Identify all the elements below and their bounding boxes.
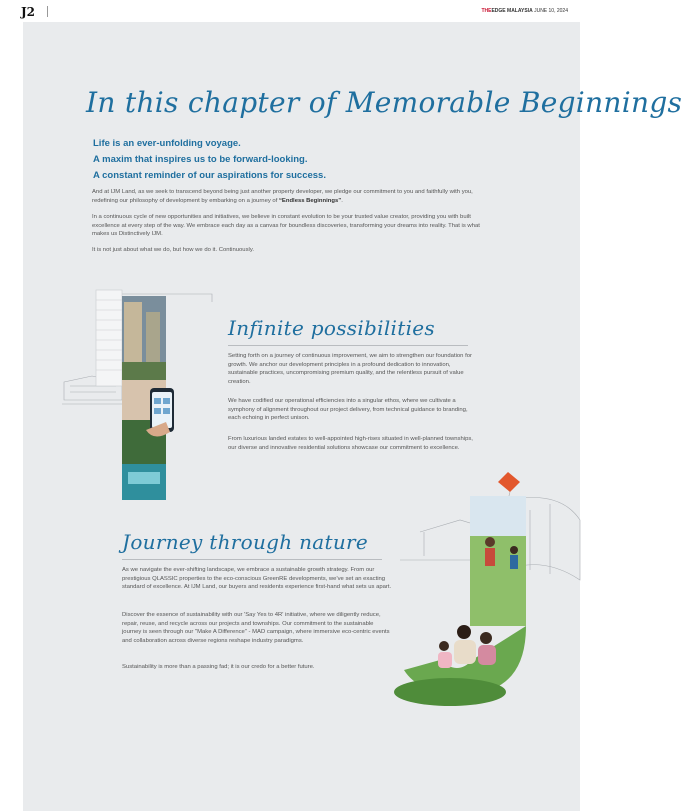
nature-paragraph-1: As we navigate the ever-shifting landscape, we embrace a sustainable growth strategy. From our prestigious QLASSIC properties to the eco-conscious GreenRE developments, we've set an exacting standard of excellence. At IJM Land, our buyers and residents experience first-hand what sets us apart. bbox=[122, 567, 392, 591]
publication-masthead bbox=[481, 8, 568, 14]
headline: In this chapter of Memorable Beginnings bbox=[86, 86, 682, 119]
possibilities-paragraph-3: From luxurious landed estates to well-appointed high-rises situated in well-planned townships, our diverse and innovative residential solutions showcase our commitment to excellence. bbox=[228, 436, 473, 451]
page-number: J2 bbox=[21, 5, 36, 19]
nature-paragraph-2: Discover the essence of sustainability with our 'Say Yes to 4R' initiative, where we diligently reduce, repair, reuse, and recycle across our projects and townships. Our commitment to the sustainable journey is seen through our "Make A Difference" - MAD campaign, where immersive eco-centric events and collaboration across diverse regions reshape industry paradigms. bbox=[122, 612, 390, 644]
white-tower-building bbox=[96, 290, 122, 386]
heading-underline bbox=[228, 345, 468, 346]
intro-paragraph-2: In a continuous cycle of new opportunities and initiatives, we believe in constant evolution to be your trusted value creator, providing you with built excellence at every step of the way. We embrace each day as a canvas for boundless discoveries, transforming your dreams into reality. That is what makes us Distinctively IJM. bbox=[92, 214, 480, 238]
endless-beginnings-emphasis: “Endless Beginnings” bbox=[278, 197, 342, 204]
heading-infinite-possibilities: Infinite possibilities bbox=[228, 316, 435, 340]
masthead-edge: EDGE bbox=[491, 8, 506, 14]
tagline-3: A constant reminder of our aspirations for success. bbox=[93, 170, 326, 181]
masthead-date: JUNE 10, 2024 bbox=[534, 8, 568, 14]
heading-journey-through-nature: Journey through nature bbox=[122, 530, 369, 554]
masthead-the: THE bbox=[481, 8, 492, 14]
intro-paragraph-1 bbox=[92, 188, 484, 205]
heading-underline bbox=[122, 559, 382, 560]
header-divider bbox=[47, 6, 48, 17]
infinity-i-artwork bbox=[62, 282, 232, 512]
possibilities-paragraph-2: We have codified our operational efficiencies into a singular ethos, where we cultivate a symphony of alignment throughout our project delivery, from technical guidance to branding, each echoing in perfect unison. bbox=[228, 398, 468, 422]
intro-paragraph-3: It is not just about what we do, but how we do it. Continuously. bbox=[92, 247, 254, 253]
masthead-region: MALAYSIA bbox=[507, 8, 533, 14]
journey-j-artwork bbox=[380, 470, 580, 730]
tagline-2: A maxim that inspires us to be forward-looking. bbox=[93, 154, 308, 165]
phone-in-hand bbox=[146, 388, 174, 437]
tagline-1: Life is an ever-unfolding voyage. bbox=[93, 138, 241, 149]
family-photo-column bbox=[394, 496, 526, 706]
possibilities-paragraph-1: Setting forth on a journey of continuous improvement, we aim to strengthen our foundation for growth. We anchor our development principles in a profound dedication to innovation, sustainable practices, uncompromising premium quality, and the relentless pursuit of value creation. bbox=[228, 353, 472, 385]
intro-paragraph-1-end: . bbox=[341, 197, 343, 204]
nature-paragraph-3: Sustainability is more than a passing fad; it is our credo for a better future. bbox=[122, 664, 315, 670]
page-header bbox=[0, 0, 580, 20]
intro-paragraph-1-text: And at IJM Land, as we seek to transcend beyond being just another property developer, we pledge our commitment to you and faithfully with you, redefining our philosophy of development by embarking on a journey of bbox=[92, 189, 473, 204]
